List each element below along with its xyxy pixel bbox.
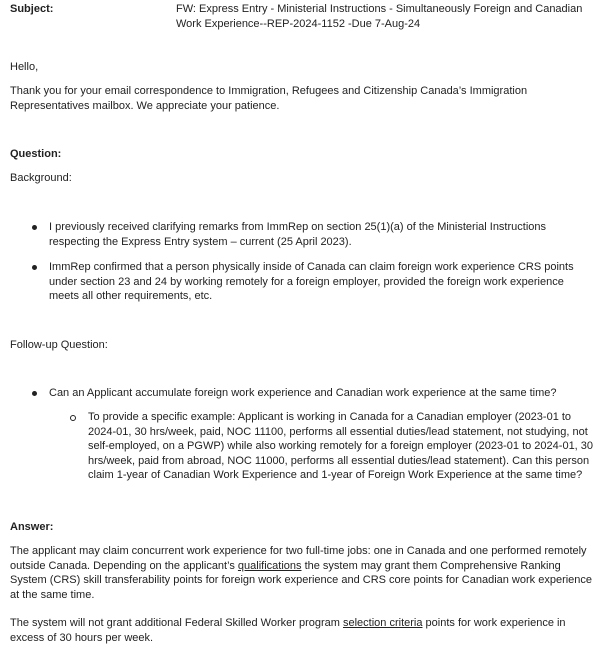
answer-paragraph-2 — [10, 616, 600, 645]
question-heading: Question: — [10, 148, 62, 160]
greeting: Hello, — [10, 61, 39, 73]
bullet-text: I previously received clarifying remarks from ImmRep on section 25(1)(a) of the Ministerial Instructions respecting the Express Entry system – current (25 April 2023). — [49, 221, 547, 248]
subject-label: Subject: — [10, 3, 54, 15]
subject-value: FW: Express Entry - Ministerial Instructions - Simultaneously Foreign and Canadian Work Experience--REP-2024-1152 -Due 7-Aug-24 — [176, 3, 583, 30]
bullet-dot-icon — [32, 225, 37, 230]
bullet-text: ImmRep confirmed that a person physically inside of Canada can claim foreign work experience CRS points under section 23 and 24 by working remotely for a foreign employer, provided the foreign work experience meets all other requirements, etc. — [49, 261, 574, 302]
intro-paragraph: Thank you for your email correspondence to Immigration, Refugees and Citizenship Canada’s Immigration Representatives mailbox. We appreciate your patience. — [10, 85, 528, 112]
answer-text: points for work experience in excess of 30 hours per week. — [10, 617, 566, 644]
bullet-circle-icon — [70, 415, 76, 421]
answer-paragraph-1 — [10, 544, 600, 602]
answer-text: The applicant may claim concurrent work experience for two full-time jobs: one in Canada and one performed remotely outside Canada. Depending on the applicant’s — [10, 545, 587, 572]
selection-criteria-link[interactable]: selection criteria — [343, 617, 423, 629]
sub-bullet-text: To provide a specific example: Applicant is working in Canada for a Canadian employer (2023-01 to 2024-01, 30 hrs/week, paid, NOC 11100, performs all essential duties/lead statement, not studying, not self-employed, on a PGWP) while also working remotely for a foreign employer (2023-01 to 2024-01, 30 hrs/week, paid from abroad, NOC 11000, performs all essential duties/lead statement). Can this person claim 1-year of Canadian Work Experience and 1-year of Foreign Work Experience at the same time? — [88, 411, 594, 481]
answer-text: the system may grant them Comprehensive Ranking System (CRS) skill transferability points for foreign work experience and CRS core points for Canadian work experience at the same time. — [10, 559, 593, 601]
answer-text: The system will not grant additional Federal Skilled Worker program — [10, 617, 343, 629]
background-label: Background: — [10, 172, 72, 184]
answer-heading: Answer: — [10, 521, 54, 533]
followup-label: Follow-up Question: — [10, 339, 108, 351]
qualifications-link[interactable]: qualifications — [237, 559, 302, 572]
bullet-text: Can an Applicant accumulate foreign work experience and Canadian work experience at the same time? — [49, 387, 557, 399]
bullet-dot-icon — [32, 265, 37, 270]
bullet-dot-icon — [32, 391, 37, 396]
